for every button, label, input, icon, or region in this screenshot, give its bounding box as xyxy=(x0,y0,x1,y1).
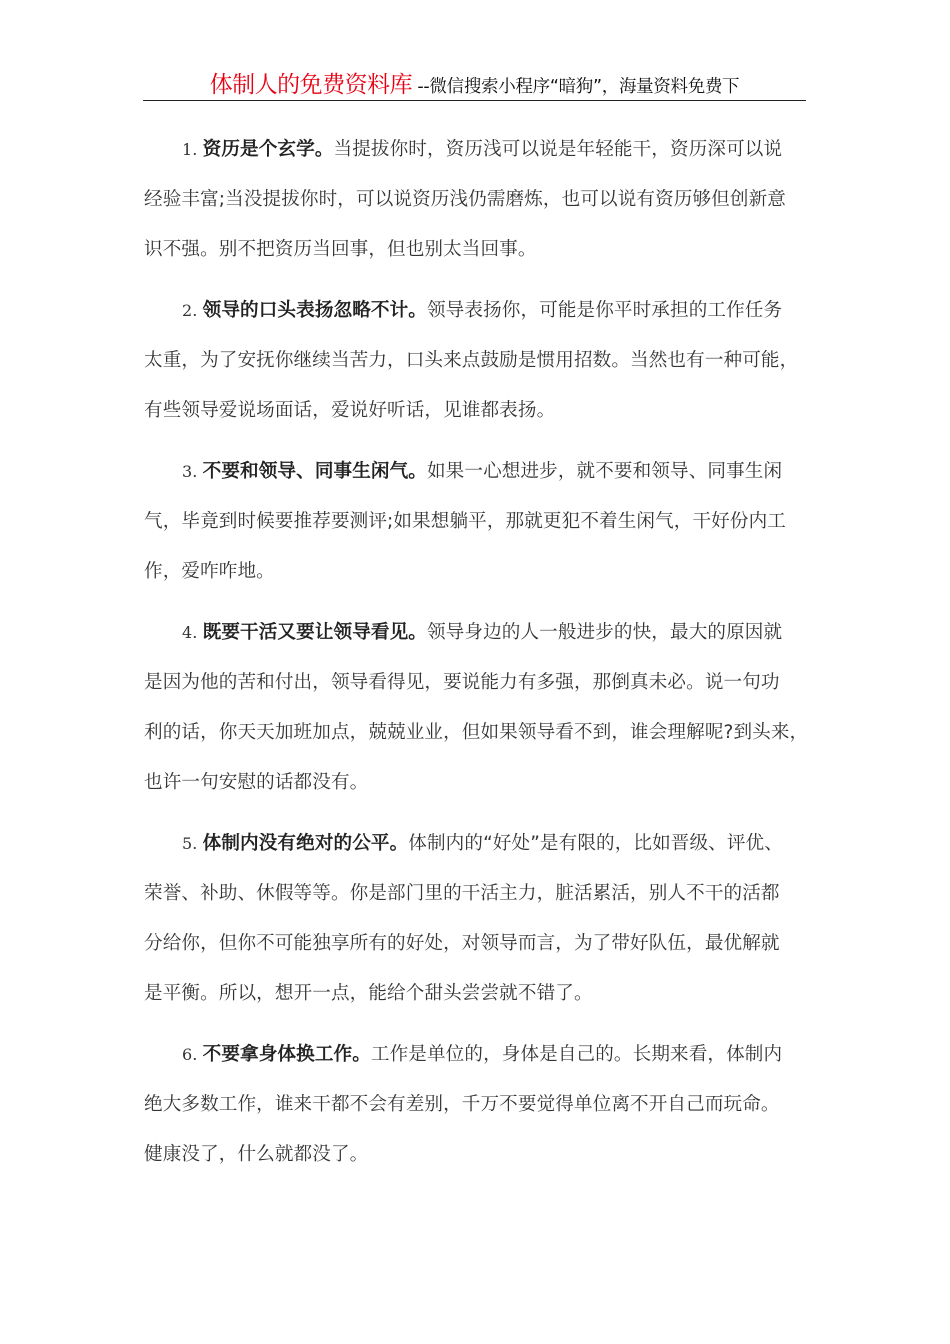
line-text: 气，毕竟到时候要推荐要测评;如果想躺平，那就更犯不着生闲气，干好份内工 xyxy=(144,511,786,532)
paragraph-line xyxy=(144,497,814,547)
paragraph-line xyxy=(144,869,814,919)
item-number: 1. xyxy=(182,140,203,159)
paragraph-line xyxy=(144,225,814,275)
line-text: 健康没了，什么就都没了。 xyxy=(144,1144,369,1165)
line-text: 是因为他的苦和付出，领导看得见，要说能力有多强，那倒真未必。说一句功 xyxy=(144,672,780,693)
paragraph-line xyxy=(144,125,814,175)
paragraph-4 xyxy=(144,608,814,808)
paragraph-line xyxy=(144,175,814,225)
paragraph-line xyxy=(144,608,814,658)
paragraph-line xyxy=(144,1130,814,1180)
item-number: 3. xyxy=(182,462,203,481)
line-text: 领导表扬你，可能是你平时承担的工作任务 xyxy=(426,300,783,321)
item-number: 6. xyxy=(182,1045,203,1064)
paragraph-line xyxy=(144,919,814,969)
paragraph-line xyxy=(144,1080,814,1130)
paragraph-2 xyxy=(144,286,814,436)
line-text: 也许一句安慰的话都没有。 xyxy=(144,772,369,793)
paragraph-line xyxy=(144,547,814,597)
paragraph-1 xyxy=(144,125,814,275)
item-heading: 资历是个玄学。 xyxy=(202,139,334,160)
item-heading: 不要和领导、同事生闲气。 xyxy=(202,461,427,482)
paragraph-line xyxy=(144,1030,814,1080)
paragraph-line xyxy=(144,336,814,386)
paragraph-line xyxy=(144,386,814,436)
paragraph-line xyxy=(144,758,814,808)
item-heading: 体制内没有绝对的公平。 xyxy=(202,833,409,854)
line-text: 有些领导爱说场面话，爱说好听话，见谁都表扬。 xyxy=(144,400,556,421)
paragraph-5 xyxy=(144,819,814,1019)
item-number: 2. xyxy=(182,301,203,320)
item-heading: 领导的口头表扬忽略不计。 xyxy=(202,300,427,321)
line-text: 荣誉、补助、休假等等。你是部门里的干活主力，脏活累活，别人不干的活都 xyxy=(144,883,780,904)
line-text: 利的话，你天天加班加点，兢兢业业，但如果领导看不到，谁会理解呢?到头来， xyxy=(144,722,809,743)
paragraph-line xyxy=(144,447,814,497)
line-text: 识不强。别不把资历当回事，但也别太当回事。 xyxy=(144,239,537,260)
paragraph-line xyxy=(144,819,814,869)
line-text: 当提拔你时，资历浅可以说是年轻能干，资历深可以说 xyxy=(333,139,783,160)
line-text: 体制内的“好处”是有限的，比如晋级、评优、 xyxy=(408,833,783,854)
page-header xyxy=(143,66,806,101)
paragraph-line xyxy=(144,969,814,1019)
line-text: 太重，为了安抚你继续当苦力，口头来点鼓励是惯用招数。当然也有一种可能， xyxy=(144,350,799,371)
line-text: 绝大多数工作，谁来干都不会有差别，千万不要觉得单位离不开自己而玩命。 xyxy=(144,1094,780,1115)
paragraph-line xyxy=(144,658,814,708)
header-slogan: --微信搜索小程序“暗狗”，海量资料免费下 xyxy=(412,77,740,97)
line-text: 工作是单位的，身体是自己的。长期来看，体制内 xyxy=(370,1044,783,1065)
line-text: 分给你，但你不可能独享所有的好处，对领导而言，为了带好队伍，最优解就 xyxy=(144,933,780,954)
item-heading: 不要拿身体换工作。 xyxy=(202,1044,371,1065)
paragraph-line xyxy=(144,708,814,758)
paragraph-6 xyxy=(144,1030,814,1180)
document-body xyxy=(144,125,814,1191)
paragraph-line xyxy=(144,286,814,336)
line-text: 领导身边的人一般进步的快，最大的原因就 xyxy=(426,622,783,643)
line-text: 是平衡。所以，想开一点，能给个甜头尝尝就不错了。 xyxy=(144,983,593,1004)
line-text: 如果一心想进步，就不要和领导、同事生闲 xyxy=(426,461,783,482)
header-brand: 体制人的免费资料库 xyxy=(209,72,413,98)
paragraph-3 xyxy=(144,447,814,597)
item-heading: 既要干活又要让领导看见。 xyxy=(202,622,427,643)
item-number: 5. xyxy=(182,834,203,853)
line-text: 作，爱咋咋地。 xyxy=(144,561,275,582)
item-number: 4. xyxy=(182,623,203,642)
line-text: 经验丰富;当没提拔你时，可以说资历浅仍需磨炼，也可以说有资历够但创新意 xyxy=(144,189,786,210)
